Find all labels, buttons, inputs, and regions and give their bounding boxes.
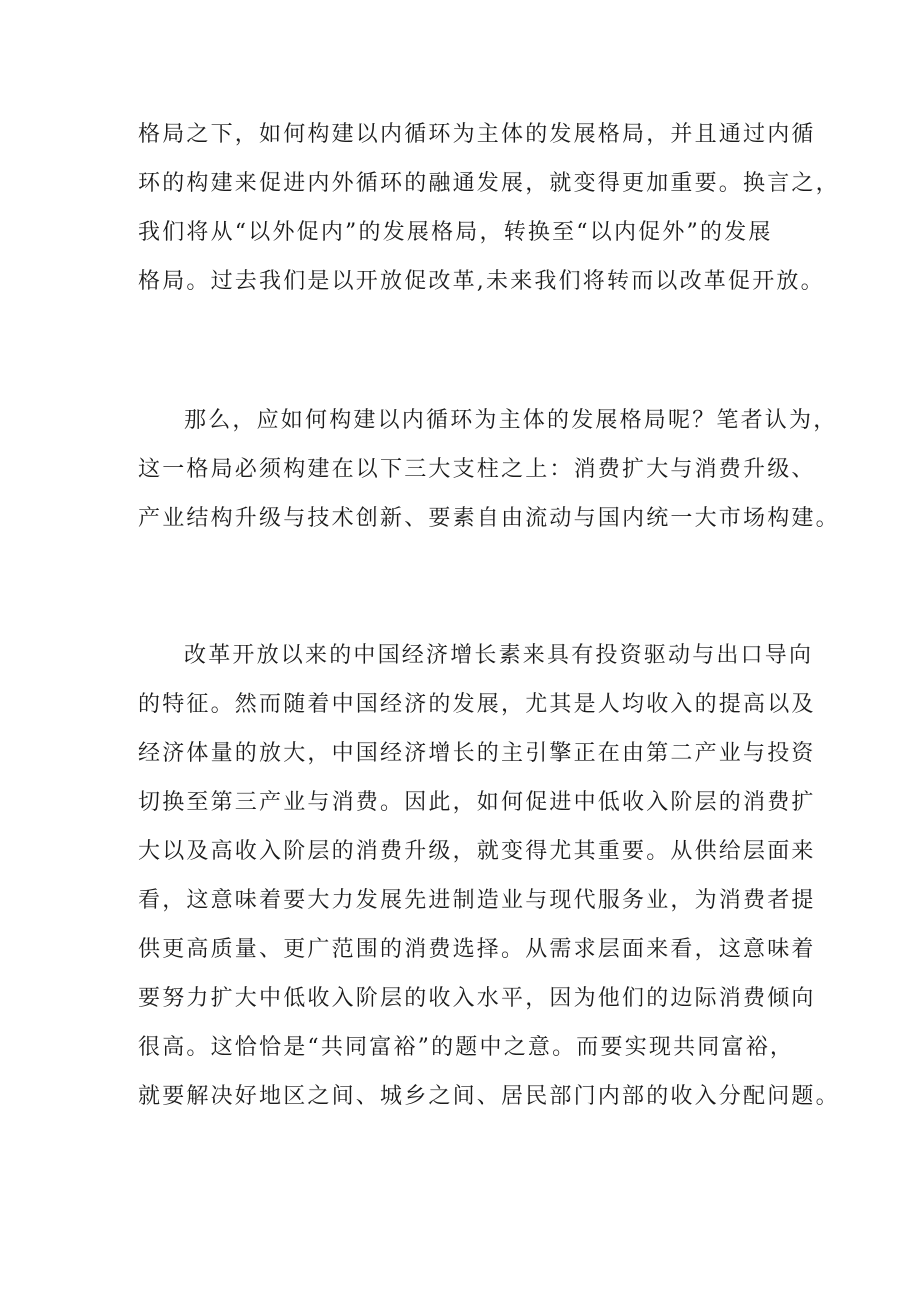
text-line: 经济体量的放大，中国经济增长的主引擎正在由第二产业与投资 [138,741,816,766]
text-line: 很高。这恰恰是“共同富裕”的题中之意。而要实现共同富裕， [138,1035,795,1060]
text-line: 就要解决好地区之间、城乡之间、居民部门内部的收入分配问题。 [138,1084,840,1109]
paragraph-3 [138,631,840,1121]
text-line: 供更高质量、更广范围的消费选择。从需求层面来看，这意味着 [138,937,816,962]
paragraph-2 [138,396,840,543]
text-line: 产业结构升级与技术创新、要素自由流动与国内统一大市场构建。 [138,506,840,531]
text-line: 切换至第三产业与消费。因此，如何促进中低收入阶层的消费扩 [138,790,816,815]
text-line: 大以及高收入阶层的消费升级，就变得尤其重要。从供给层面来 [138,839,816,864]
text-line: 这一格局必须构建在以下三大支柱之上：消费扩大与消费升级、 [138,457,816,482]
text-line: 环的构建来促进内外循环的融通发展，就变得更加重要。换言之， [138,171,840,196]
text-line: 要努力扩大中低收入阶层的收入水平，因为他们的边际消费倾向 [138,986,816,1011]
text-line: 格局。过去我们是以开放促改革,未来我们将转而以改革促开放。 [138,269,825,294]
text-line: 的特征。然而随着中国经济的发展，尤其是人均收入的提高以及 [138,692,816,717]
text-line: 我们将从“以外促内”的发展格局，转换至“以内促外”的发展 [138,220,773,245]
paragraph-1 [138,110,840,306]
text-line: 那么，应如何构建以内循环为主体的发展格局呢？笔者认为， [184,408,838,433]
text-line: 改革开放以来的中国经济增长素来具有投资驱动与出口导向 [184,643,814,668]
text-line: 看，这意味着要大力发展先进制造业与现代服务业，为消费者提 [138,888,816,913]
text-line: 格局之下，如何构建以内循环为主体的发展格局，并且通过内循 [138,122,816,147]
